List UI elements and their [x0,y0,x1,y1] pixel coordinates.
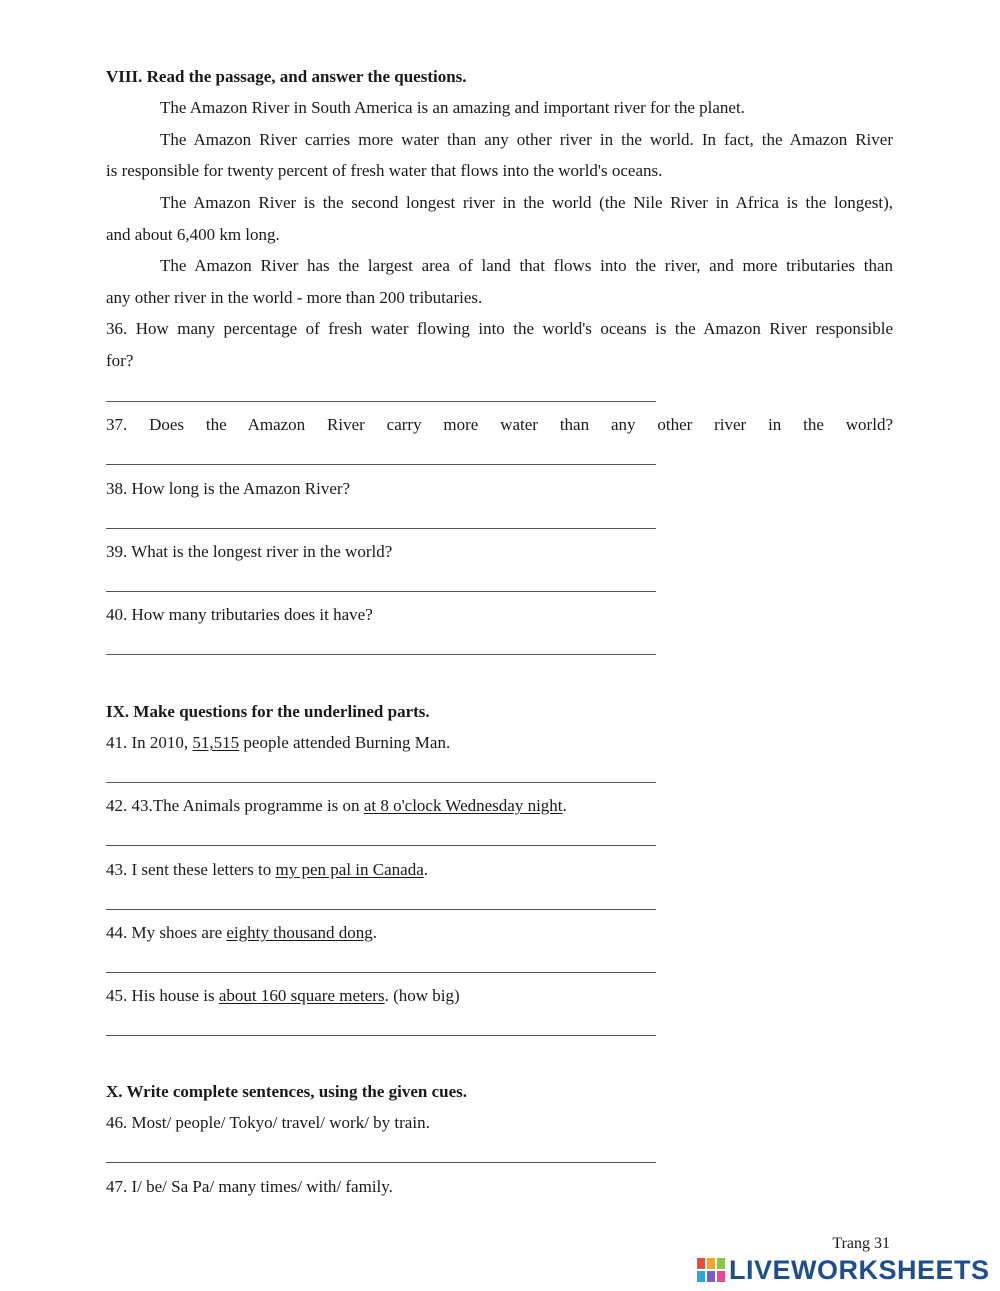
question-45-underlined: about 160 square meters [218,986,385,1005]
question-42-text: 42. 43.The Animals programme is on [106,796,364,815]
question-41-underlined: 51,515 [192,733,240,752]
logo-text: LIVEWORKSHEETS [729,1255,990,1285]
question-45-text: 45. His house is [106,986,219,1005]
question-40: 40. How many tributaries does it have? [106,605,373,624]
question-42-underlined: at 8 o'clock Wednesday night [363,796,563,815]
section-8-heading: VIII. Read the passage, and answer the questions. [106,67,467,86]
passage-paragraph-4-line-2: any other river in the world - more than 200 tributaries. [106,288,483,307]
answer-line-39[interactable] [106,591,656,592]
passage-paragraph-2-line-1: The Amazon River carries more water than any other river in the world. In fact, the Amazon River [160,130,893,149]
answer-line-44[interactable] [106,972,656,973]
question-42 [106,795,893,817]
answer-line-46[interactable] [106,1162,656,1163]
answer-line-42[interactable] [106,845,656,846]
question-43 [106,859,893,881]
passage-paragraph-3-line-2: and about 6,400 km long. [106,225,280,244]
passage-paragraph-3-line-1: The Amazon River is the second longest river in the world (the Nile River in Africa is the longest), [160,193,893,212]
question-44 [106,922,893,944]
answer-line-38[interactable] [106,528,656,529]
question-43-underlined: my pen pal in Canada [275,860,424,879]
question-38: 38. How long is the Amazon River? [106,479,351,498]
question-41-text-end: people attended Burning Man. [239,733,451,752]
answer-line-37[interactable] [106,464,656,465]
question-36-line-2: for? [106,351,134,370]
question-45-text-end: . (how big) [384,986,460,1005]
question-37: 37. Does the Amazon River carry more water than any other river in the world? [106,415,893,434]
question-41-text: 41. In 2010, [106,733,193,752]
question-41 [106,732,893,754]
question-36-line-1: 36. How many percentage of fresh water flowing into the world's oceans is the Amazon River responsible [106,319,893,338]
question-44-underlined: eighty thousand dong [226,923,373,942]
question-44-text: 44. My shoes are [106,923,227,942]
answer-line-40[interactable] [106,654,656,655]
question-43-text: 43. I sent these letters to [106,860,276,879]
answer-line-45[interactable] [106,1035,656,1036]
answer-line-36[interactable] [106,401,656,402]
passage-paragraph-1: The Amazon River in South America is an amazing and important river for the planet. [160,98,745,117]
question-47: 47. I/ be/ Sa Pa/ many times/ with/ family. [106,1177,393,1196]
section-10-heading: X. Write complete sentences, using the given cues. [106,1082,468,1101]
page-number: Trang 31 [832,1235,890,1252]
question-46: 46. Most/ people/ Tokyo/ travel/ work/ by train. [106,1113,430,1132]
section-9-heading: IX. Make questions for the underlined parts. [106,702,430,721]
question-43-text-end: . [423,860,428,879]
question-45 [106,985,893,1007]
logo-blocks-icon [697,1258,725,1282]
passage-paragraph-4-line-1: The Amazon River has the largest area of land that flows into the river, and more tributaries than [160,256,893,275]
answer-line-43[interactable] [106,909,656,910]
liveworksheets-logo [697,1255,997,1285]
question-39: 39. What is the longest river in the world? [106,542,393,561]
question-44-text-end: . [372,923,378,942]
passage-paragraph-2-line-2: is responsible for twenty percent of fresh water that flows into the world's oceans. [106,161,663,180]
question-42-text-end: . [562,796,567,815]
answer-line-41[interactable] [106,782,656,783]
